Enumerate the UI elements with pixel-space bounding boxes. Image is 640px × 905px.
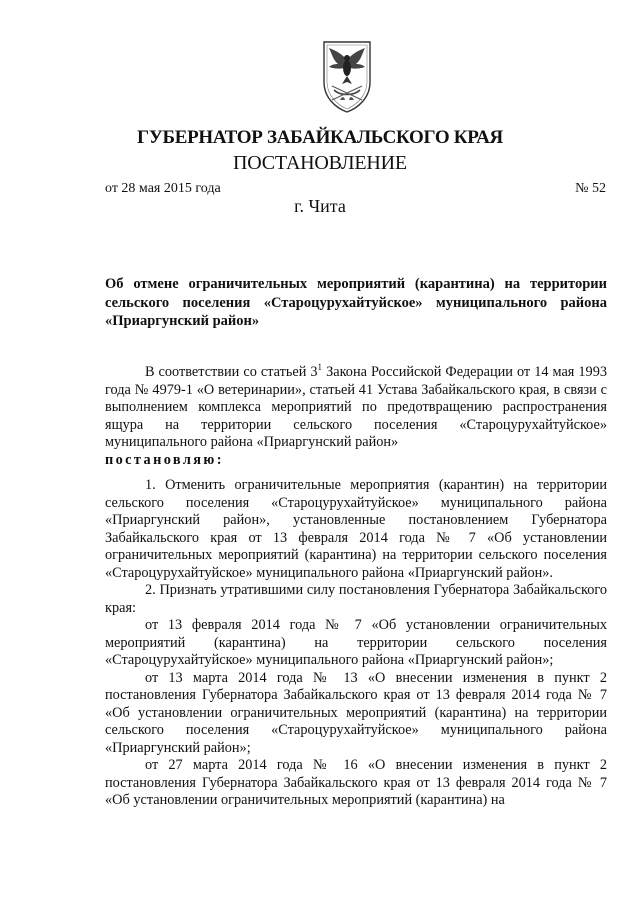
document-body (105, 364, 607, 810)
preamble-part2: Закона Российской Федерации от 14 мая 1993 года № 4979-1 «О ветеринарии», статьей 41 Устава Забайкальского края, в связи с выполнением комплекса мероприятий по предотвращению распространения ящура на территории сельского поселения «Староцурухайтуйское» муниципального района «Приаргунский район» (105, 364, 607, 450)
item-1: 1. Отменить ограничительные мероприятия (карантин) на территории сельского поселения «Староцурухайтуйское» муниципального района «Приаргунский район», установленные постановлением Губернатора Забайкальского края от 13 февраля 2014 года № 7 «Об установлении ограничительных мероприятий (карантина) на территории сельского поселения «Староцурухайтуйское» муниципального района «Приаргунский район». (105, 477, 607, 581)
resolve-word: постановляю: (105, 451, 224, 468)
item-2: 2. Признать утратившими силу постановления Губернатора Забайкальского края: (105, 582, 607, 616)
coat-of-arms-icon (318, 38, 376, 114)
document-city: г. Чита (294, 196, 346, 216)
document-date: от 28 мая 2015 года (105, 181, 221, 196)
document-type: ПОСТАНОВЛЕНИЕ (233, 152, 407, 174)
article-superscript: 1 (317, 362, 323, 373)
item-2-sub-1: от 13 февраля 2014 года № 7 «Об установлении ограничительных мероприятий (карантина) на территории сельского поселения «Староцурухайтуйское» муниципального района «Приаргунский район»; (105, 617, 607, 668)
item-2-sub-3: от 27 марта 2014 года № 16 «О внесении изменения в пункт 2 постановления Губернатора Забайкальского края от 13 февраля 2014 года № 7 «Об установлении ограничительных мероприятий (карантина) на (105, 757, 607, 808)
preamble-part1: В соответствии со статьей 3 (145, 364, 318, 380)
preamble-paragraph (105, 364, 607, 469)
document-number: № 52 (575, 181, 606, 196)
document-subject: Об отмене ограничительных мероприятий (карантина) на территории сельского поселения «Староцурухайтуйское» муниципального района «Приаргунский район» (105, 276, 607, 329)
item-2-sub-2: от 13 марта 2014 года № 13 «О внесении изменения в пункт 2 постановления Губернатора Забайкальского края от 13 февраля 2014 года № 7 «Об установлении ограничительных мероприятий (карантина) на территории сельского поселения «Староцурухайтуйское» муниципального района «Приаргунский район»; (105, 669, 607, 756)
issuer-title: ГУБЕРНАТОР ЗАБАЙКАЛЬСКОГО КРАЯ (137, 127, 503, 148)
